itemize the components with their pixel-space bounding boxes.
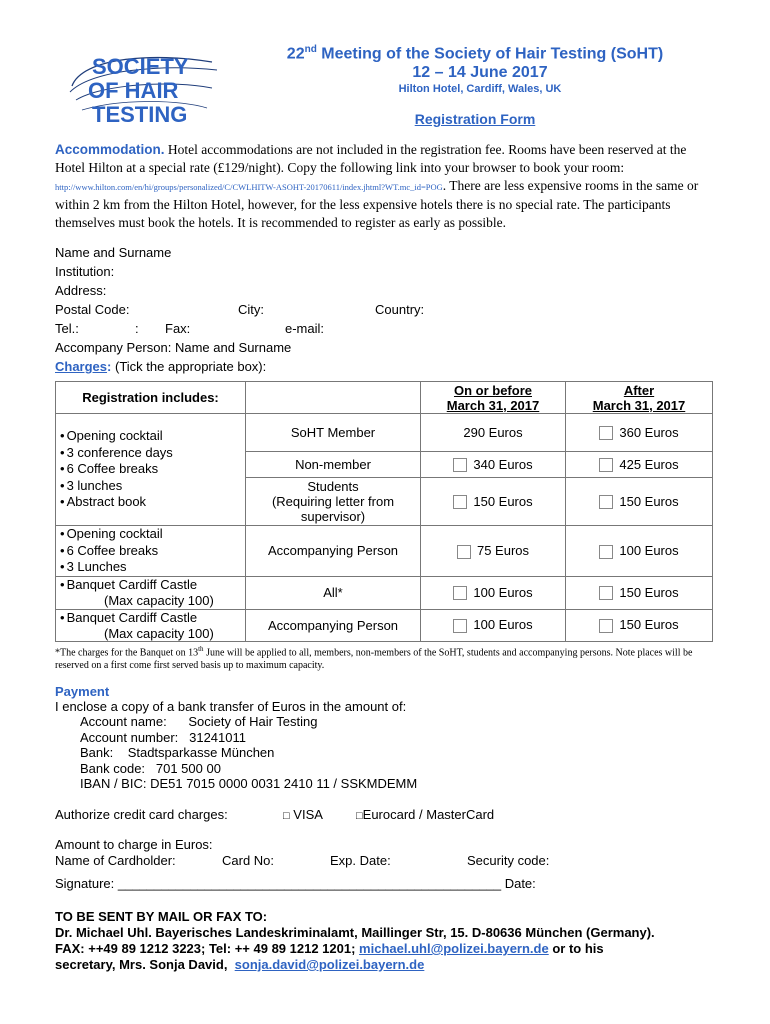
- table-row: [56, 576, 713, 609]
- institution-field-label: Institution:: [55, 264, 115, 279]
- meeting-title: 22nd Meeting of the Society of Hair Testing (SoHT): [286, 44, 664, 63]
- category-non-member: Non-member: [246, 452, 421, 478]
- fax-label: Fax:: [165, 321, 191, 336]
- postal-code-label: Postal Code:: [55, 302, 130, 317]
- accompany-person-label: Accompany Person: Name and Surname: [55, 340, 292, 355]
- meeting-venue: Hilton Hotel, Cardiff, Wales, UK: [398, 83, 562, 95]
- form-title: Registration Form: [414, 111, 536, 127]
- price-before[interactable]: 340 Euros: [421, 452, 566, 478]
- account-name: Account name: Society of Hair Testing: [80, 714, 318, 729]
- price-before[interactable]: 100 Euros: [421, 576, 566, 609]
- checkbox[interactable]: [599, 458, 613, 472]
- society-logo: [62, 48, 222, 126]
- send-secretary: secretary, Mrs. Sonja David, sonja.david@polizei.bayern.de: [55, 957, 425, 972]
- checkbox[interactable]: [453, 495, 467, 509]
- price-after[interactable]: 150 Euros: [566, 576, 713, 609]
- logo-line-1: SOCIETY: [92, 54, 189, 79]
- checkbox[interactable]: [599, 619, 613, 633]
- checkbox[interactable]: [599, 495, 613, 509]
- banquet-footnote: *The charges for the Banquet on 13th June will be applied to all, members, non-members of the SoHT, students and accompanying persons. Note places will be reserved on a first come first served basis up to maximum capacity.: [55, 645, 693, 672]
- category-all: All*: [246, 576, 421, 609]
- price-after[interactable]: 360 Euros: [566, 414, 713, 452]
- table-header-row: [56, 382, 713, 414]
- category-accompanying-person: Accompanying Person: [246, 526, 421, 577]
- email-link-uhl[interactable]: michael.uhl@polizei.bayern.de: [359, 941, 549, 956]
- email-label: e-mail:: [285, 321, 325, 336]
- mastercard-option[interactable]: □Eurocard / MasterCard: [356, 807, 495, 822]
- checkbox[interactable]: [457, 545, 471, 559]
- country-label: Country:: [375, 302, 425, 317]
- email-link-david[interactable]: sonja.david@polizei.bayern.de: [234, 957, 425, 972]
- price-after[interactable]: 150 Euros: [566, 609, 713, 642]
- signature-line[interactable]: _____________________________________________________: [117, 876, 502, 891]
- tel-label: Tel.:: [55, 321, 79, 336]
- logo-line-3: TESTING: [92, 102, 188, 126]
- payment-heading: Payment: [55, 684, 110, 699]
- category-soht-member: SoHT Member: [246, 414, 421, 452]
- authorize-label: Authorize credit card charges:: [55, 807, 228, 822]
- logo-line-2: OF HAIR: [88, 78, 179, 103]
- hotel-booking-link[interactable]: http://www.hilton.com/en/hi/groups/personalized/C/CWLHITW-ASOHT-20170611/index.jhtml?WT.mc_id=POG: [55, 182, 443, 192]
- group2-includes: • Opening cocktail • 6 Coffee breaks • 3 Lunches: [56, 526, 246, 577]
- checkbox[interactable]: [453, 458, 467, 472]
- table-row: [56, 414, 713, 452]
- send-to-block: [55, 909, 735, 973]
- address-field-label: Address:: [55, 283, 107, 298]
- card-no-label: Card No:: [222, 853, 275, 868]
- send-title: TO BE SENT BY MAIL OR FAX TO:: [55, 909, 268, 924]
- send-fax-tel: FAX: ++49 89 1212 3223; Tel: ++ 49 89 1212 1201; michael.uhl@polizei.bayern.de or to his: [55, 941, 604, 956]
- security-code-label: Security code:: [467, 853, 550, 868]
- price-before[interactable]: 150 Euros: [421, 478, 566, 526]
- bank-name: Bank: Stadtsparkasse München: [80, 745, 275, 760]
- checkbox[interactable]: [453, 619, 467, 633]
- checkbox[interactable]: [599, 545, 613, 559]
- exp-date-label: Exp. Date:: [330, 853, 391, 868]
- meeting-dates: 12 – 14 June 2017: [412, 64, 548, 81]
- bank-code: Bank code: 701 500 00: [80, 761, 221, 776]
- name-field-label: Name and Surname: [55, 245, 172, 260]
- charges-table: [55, 381, 713, 642]
- city-label: City:: [238, 302, 264, 317]
- tel-colon: :: [135, 321, 139, 336]
- price-after[interactable]: 150 Euros: [566, 478, 713, 526]
- send-address: Dr. Michael Uhl. Bayerisches Landeskriminalamt, Maillinger Str, 15. D-80636 München (Germany).: [55, 925, 655, 940]
- accommodation-paragraph: Accommodation. Hotel accommodations are not included in the registration fee. Rooms have been reserved at the Hotel Hilton at a special rate (£129/night). Copy the following link into your browser to book your room: http://www.hilton.com/en/hi/groups/personalized/C/CWLHITW-ASOHT-20170611/index.jhtml?WT.mc_id=POG. There are less expensive rooms in the same or within 2 km from the Hilton Hotel, however, for the less expensive hotels there is no special rate. The participants themselves must book the hotels. It is recommended to register as early as possible.: [55, 142, 699, 230]
- table-row: [56, 609, 713, 642]
- accommodation-lead: Accommodation.: [55, 142, 165, 157]
- category-students: Students (Requiring letter from supervisor): [246, 478, 421, 526]
- checkbox[interactable]: [453, 586, 467, 600]
- visa-option[interactable]: □ VISA: [283, 807, 323, 822]
- iban-bic: IBAN / BIC: DE51 7015 0000 0031 2410 11 / SSKMDEMM: [80, 776, 418, 791]
- banquet-includes: • Banquet Cardiff Castle (Max capacity 100): [56, 576, 246, 609]
- signature-row: Signature: _____________________________________________________ Date:: [55, 876, 536, 891]
- account-number: Account number: 31241011: [80, 730, 246, 745]
- banquet-includes: • Banquet Cardiff Castle (Max capacity 100): [56, 609, 246, 642]
- price-after[interactable]: 425 Euros: [566, 452, 713, 478]
- includes-header: Registration includes:: [56, 382, 246, 414]
- after-header: After March 31, 2017: [566, 382, 713, 414]
- checkbox[interactable]: [599, 426, 613, 440]
- cardholder-label: Name of Cardholder:: [55, 853, 176, 868]
- table-row: [56, 526, 713, 577]
- price-before: 290 Euros: [421, 414, 566, 452]
- price-after[interactable]: 100 Euros: [566, 526, 713, 577]
- group1-includes: • Opening cocktail • 3 conference days • 6 Coffee breaks • 3 lunches • Abstract book: [56, 414, 246, 526]
- price-before[interactable]: 100 Euros: [421, 609, 566, 642]
- price-before[interactable]: 75 Euros: [421, 526, 566, 577]
- checkbox[interactable]: [599, 586, 613, 600]
- charges-label: Charges: (Tick the appropriate box):: [55, 359, 267, 374]
- before-header: On or before March 31, 2017: [421, 382, 566, 414]
- payment-intro: I enclose a copy of a bank transfer of Euros in the amount of:: [55, 699, 407, 714]
- category-accompanying-person: Accompanying Person: [246, 609, 421, 642]
- amount-label: Amount to charge in Euros:: [55, 837, 213, 852]
